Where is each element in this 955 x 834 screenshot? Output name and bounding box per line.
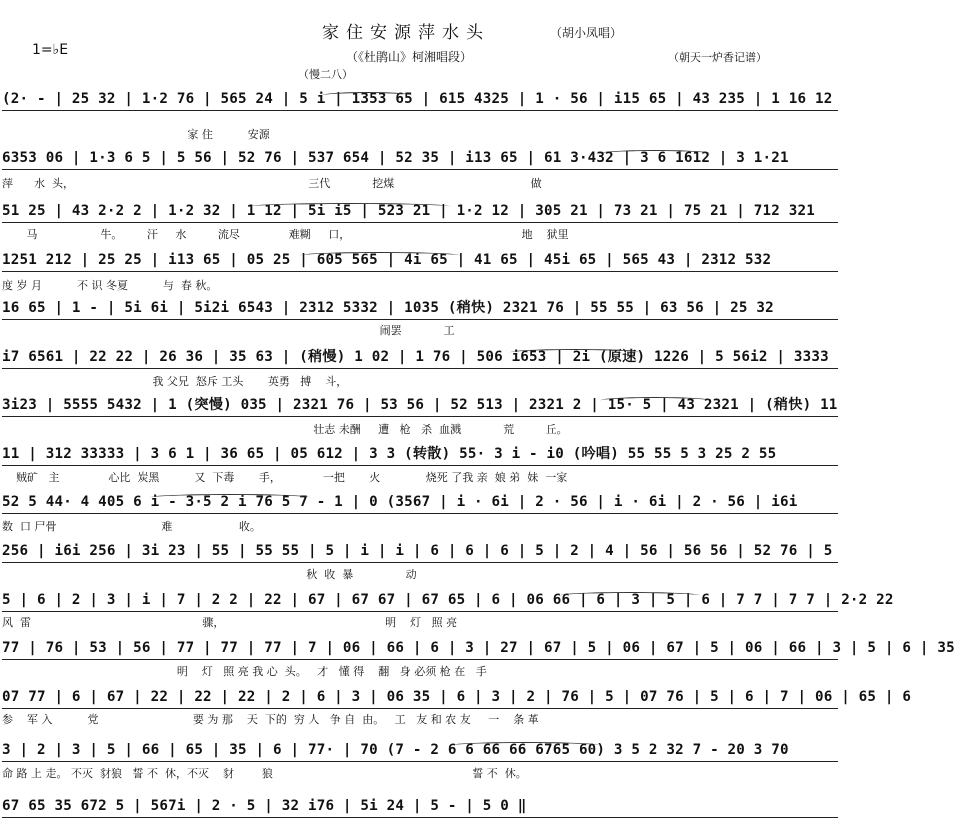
notation-line-9: 52 5 44· 4 405 6 i - 3·5 2 i 76 5 7 - 1 | 0 (3567 | i · 6i | 2 · 56 | i · 6i | 2 · 56 | i6i [2,491,838,514]
notation-line-13: 07 77 | 6 | 67 | 22 | 22 | 22 | 2 | 6 | 3 | 06 35 | 6 | 3 | 2 | 76 | 5 | 07 76 | 5 | 6 | 7 | 06 | 65 | 6 [2,686,838,709]
lyric-line-2: 家 住 安源 [2,128,270,141]
lyric-line-4: 马 牛。 汗 水 流尽 难糊 口， 地 狱里 [2,228,569,241]
notation-line-2: 6353 06 | 1·3 6 5 | 5 56 | 52 76 | 537 654 | 52 35 | i13 65 | 61 3·432 | 3 6 1612 | 3 1·21 [2,147,838,170]
song-title: 家住安源萍水头 [322,23,490,43]
lyric-line-9: 贼矿 主 心比 炭黑 又 下毒 手， 一把 火 烧死 了我 亲 娘 弟 妹 一家 [2,471,568,484]
notation-line-5: 16 65 | 1 - | 5i 6i | 5i2i 6543 | 2312 5332 | 1035 (稍快) 2321 76 | 55 55 | 63 56 | 25 32 [2,297,838,320]
lyric-line-5: 度 岁 月 不 识 冬夏 与 春 秋。 [2,279,218,292]
slur-mark [250,203,450,210]
slur-mark [322,92,412,99]
lyric-line-8: 壮志 未酬 遭 枪 杀 血溅 荒 丘。 [2,423,568,436]
slur-mark [510,349,640,356]
slur-mark [300,252,460,259]
notation-line-7: 3i23 | 5555 5432 | 1 (突慢) 035 | 2321 76 | 53 56 | 52 513 | 2321 2 | 15· 5 | 43 2321 | (稍快) 11 [2,394,838,417]
slur-mark [560,592,700,599]
tempo-marking: （慢二八） [298,68,353,81]
singer-credit: （胡小凤唱） [550,26,623,40]
slur-mark [600,150,710,157]
notation-line-15: 67 65 35 672 5 | 567i | 2 · 5 | 32 i76 | 5i 24 | 5 - | 5 0 ‖ [2,795,838,818]
lyric-line-12: 风 雷 骤， 明 灯 照 亮 [2,616,458,629]
slur-mark [600,397,710,404]
notation-line-10: 256 | i6i 256 | 3i 23 | 55 | 55 55 | 5 | i | i | 6 | 6 | 6 | 5 | 2 | 4 | 56 | 56 56 | 52 76 | 5 [2,540,838,563]
notation-line-14: 3 | 2 | 3 | 5 | 66 | 65 | 35 | 6 | 77· | 70 (7 - 2 6 6 66 66 6765 60) 3 5 2 32 7 - 20 3 70 [2,739,838,762]
song-subtitle: （《杜鹃山》柯湘唱段） [346,50,473,64]
lyric-line-3: 萍 水 头， 三代 挖煤 做 [2,177,542,190]
key-signature: 1=♭E [32,42,69,58]
notation-line-12: 77 | 76 | 53 | 56 | 77 | 77 | 77 | 7 | 06 | 66 | 6 | 3 | 27 | 67 | 5 | 06 | 67 | 5 | 06 | 66 | 3 | 5 | 6 | 35 [2,637,838,660]
lyric-line-7: 我 父兄 怒斥 工头 英勇 搏 斗， [2,375,348,388]
notation-line-11: 5 | 6 | 2 | 3 | i | 7 | 2 2 | 22 | 67 | 67 67 | 67 65 | 6 | 06 66 | 6 | 3 | 5 | 6 | 7 7 | 7 7 | 2·2 22 [2,589,838,612]
transcriber-credit: （朝天一炉香记谱） [668,51,767,64]
notation-line-8: 11 | 312 33333 | 3 6 1 | 36 65 | 05 612 | 3 3 (转散) 55· 3 i - i0 (吟唱) 55 55 5 3 25 2 55 [2,443,838,466]
lyric-line-14: 参 军 入 党 要 为 那 天 下的 穷 人 争 自 由。 工 友 和 农 友 一 条 革 [2,713,539,726]
lyric-line-10: 数 口 尸骨 难 收。 [2,520,261,533]
slur-mark [150,494,310,501]
notation-line-3: 51 25 | 43 2·2 2 | 1·2 32 | 1 12 | 5i i5 | 523 21 | 1·2 12 | 305 21 | 73 21 | 75 21 | 712 321 [2,200,838,223]
notation-line-4: 1251 212 | 25 25 | i13 65 | 05 25 | 605 565 | 4i 65 | 41 65 | 45i 65 | 565 43 | 2312 532 [2,249,838,272]
notation-line-1: (2· - | 25 32 | 1·2 76 | 565 24 | 5 i | 1353 65 | 615 4325 | 1 · 56 | i15 65 | 43 235 | 1 16 12 [2,88,838,111]
lyric-line-15: 命 路 上 走。 不灭 豺狼 誓 不 休，不灭 豺 狼 誓 不 休。 [2,767,527,780]
lyric-line-11: 秋 收 暴 动 [2,568,417,581]
lyric-line-13: 明 灯 照 亮 我 心 头。 才 懂 得 翻 身 必须 枪 在 手 [2,665,487,678]
notation-line-6: i7 6561 | 22 22 | 26 36 | 35 63 | (稍慢) 1 02 | 1 76 | 506 i653 | 2i (原速) 1226 | 5 56i2 | 3333 [2,346,838,369]
lyric-line-6: 闹罢 工 [2,324,455,337]
slur-mark [450,742,600,749]
